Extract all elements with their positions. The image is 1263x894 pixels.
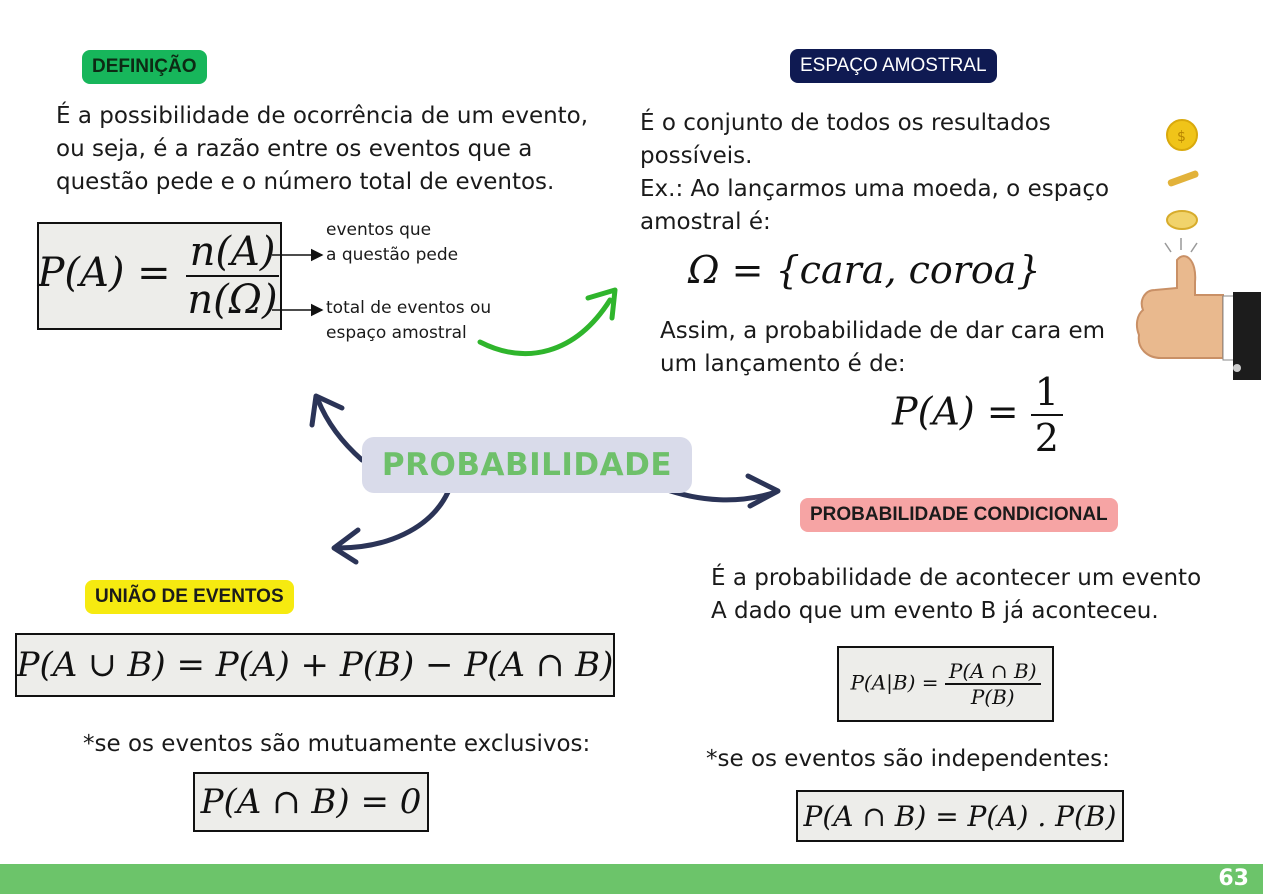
note-eventos: eventos que a questão pede <box>326 220 459 265</box>
assim-text: Assim, a probabilidade de dar cara em um lançamento é de: <box>660 318 1106 377</box>
center-title: PROBABILIDADE <box>362 437 692 493</box>
note-total: total de eventos ou espaço amostral <box>326 298 492 343</box>
svg-text:$: $ <box>1177 129 1186 145</box>
omega-set: Ω = {cara, coroa} <box>688 248 1041 292</box>
green-curved-arrow <box>470 280 640 370</box>
condicional-text: É a probabilidade de acontecer um evento A dado que um evento B já aconteceu. <box>711 565 1202 624</box>
uniao-note: *se os eventos são mutuamente exclusivos: <box>83 731 591 757</box>
uniao-formula-box <box>15 633 615 697</box>
definicao-tag: DEFINIÇÃO <box>82 50 207 84</box>
prob-cara-formula: P(A) = $\frac{1}{2}$ <box>892 370 1063 460</box>
footer-bar <box>0 864 1263 894</box>
espaco-tag: ESPAÇO AMOSTRAL <box>790 49 997 83</box>
condicional-formula-box <box>837 646 1054 722</box>
definicao-formula-box <box>37 222 282 330</box>
condicional-formula: P(A|B) = $\frac{P(A \cap B)}{P(B)}$ <box>850 659 1040 709</box>
definicao-formula: P(A) = $\frac{n(A)}{n(\Omega)}$ <box>37 229 278 323</box>
espaco-text: É o conjunto de todos os resultados possíveis. Ex.: Ao lançarmos uma moeda, o espaço amostral é: <box>640 110 1110 235</box>
uniao-tag: UNIÃO DE EVENTOS <box>85 580 294 614</box>
uniao-formula2-box <box>193 772 429 832</box>
thumbs-up-coin-icon <box>1125 110 1263 385</box>
condicional-note: *se os eventos são independentes: <box>706 746 1110 772</box>
condicional-tag: PROBABILIDADE CONDICIONAL <box>800 498 1118 532</box>
definicao-pointer-arrows <box>270 238 330 328</box>
uniao-formula2: P(A ∩ B) = 0 <box>200 782 422 822</box>
uniao-formula: P(A ∪ B) = P(A) + P(B) − P(A ∩ B) <box>16 645 614 685</box>
definicao-text: É a possibilidade de ocorrência de um evento, ou seja, é a razão entre os eventos que a questão pede e o número total de eventos. <box>56 103 589 195</box>
condicional-formula2-box <box>796 790 1124 842</box>
condicional-formula2: P(A ∩ B) = P(A) . P(B) <box>803 799 1117 833</box>
page-number: 63 <box>1218 866 1249 891</box>
